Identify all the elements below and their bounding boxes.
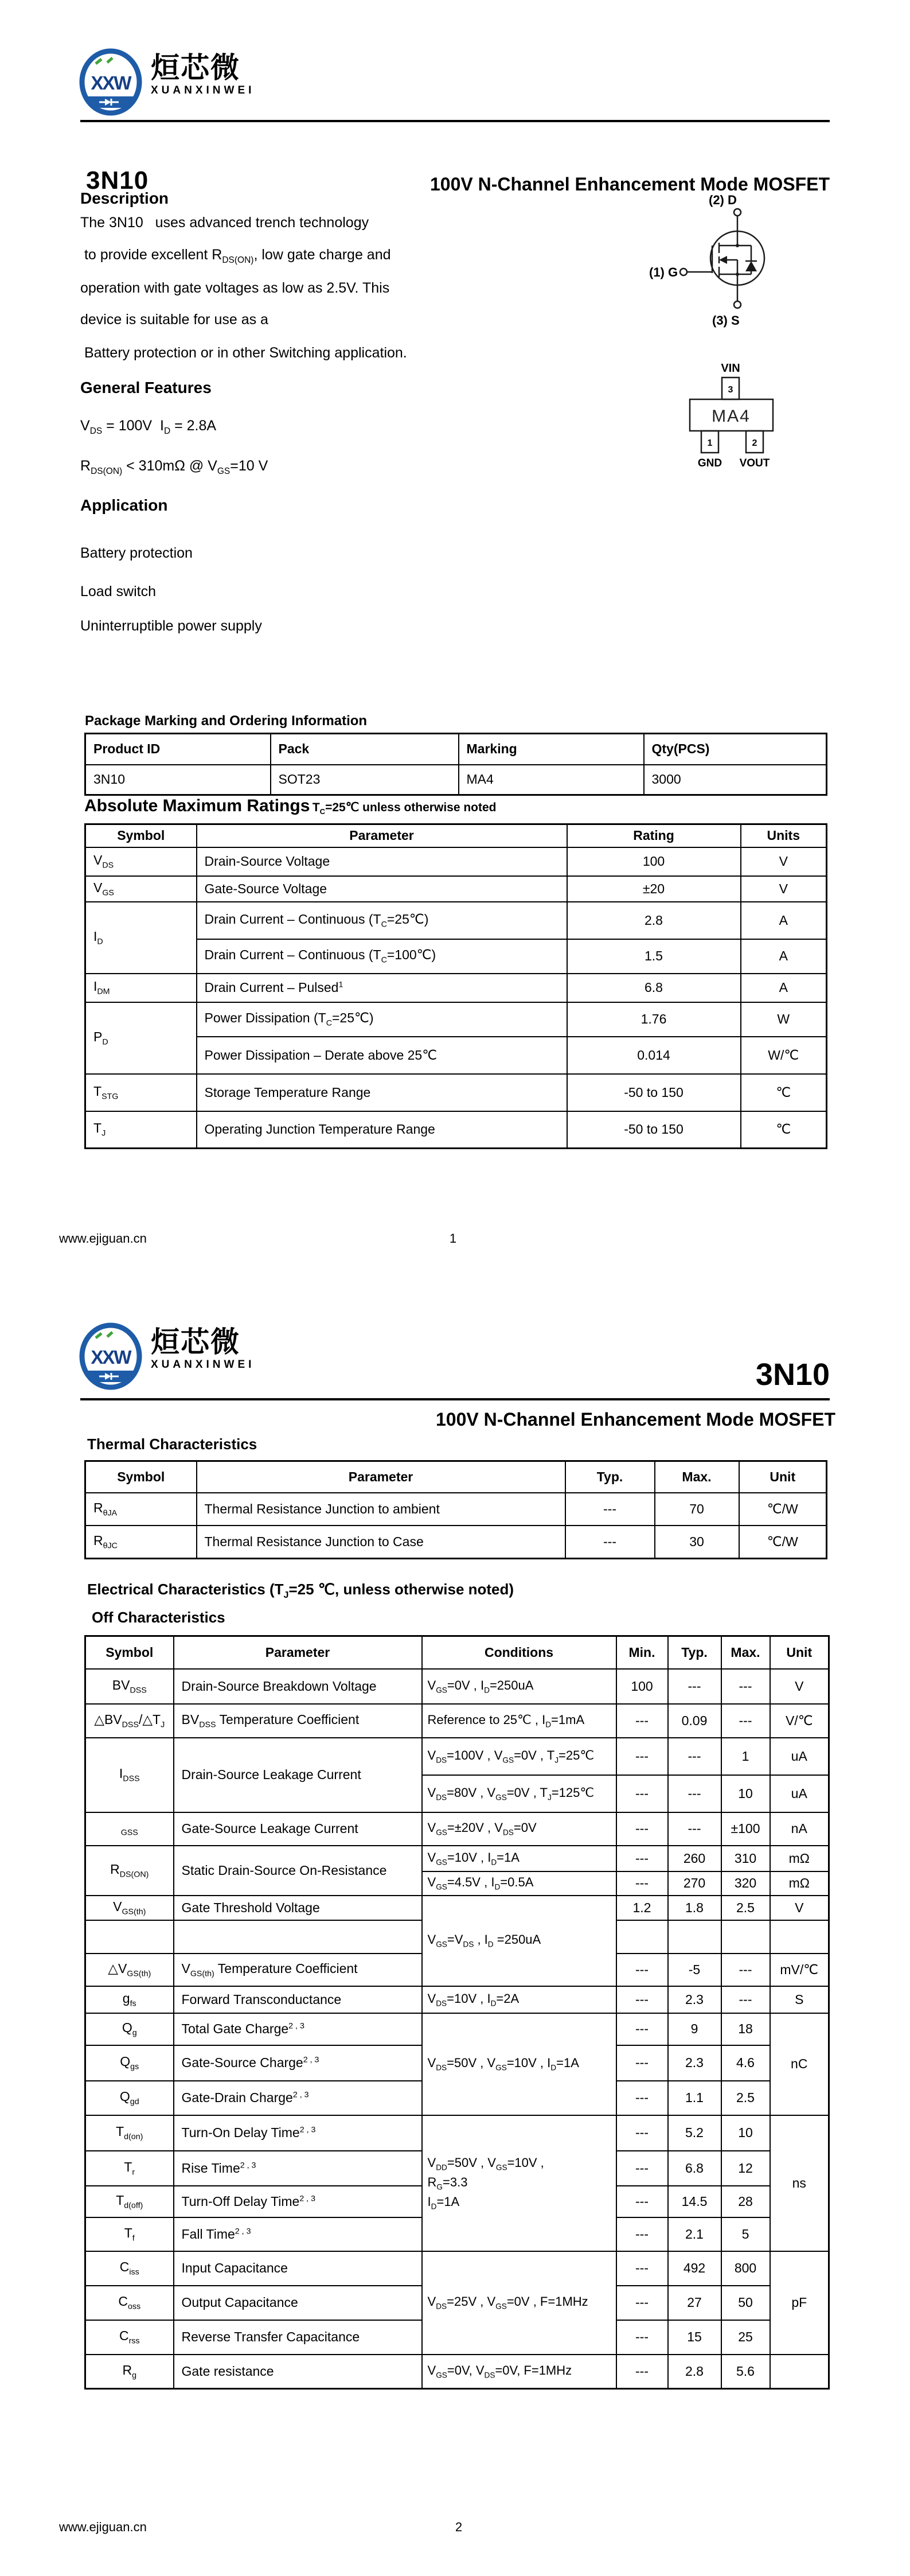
pin1-number: 1 [707,438,713,448]
cell: 270 [668,1871,721,1896]
description-line: device is suitable for use as a [80,312,268,328]
cell: ℃/W [739,1526,827,1559]
cell: 3000 [644,765,827,795]
cell: 30 [655,1526,739,1559]
header-rule [80,1398,830,1400]
gnd-label: GND [697,457,722,469]
cell: Forward Transconductance [174,1986,422,2013]
thermal-table [84,1460,827,1559]
cell: 1.5 [567,939,741,974]
thermal-table-grid [84,1460,827,1559]
drain-pin-label: (2) D [709,193,737,207]
cell: V [770,1896,829,1920]
cell: ±100 [721,1812,770,1846]
cell [668,1920,721,1954]
cell: 100 [567,847,741,876]
cell: V [770,1669,829,1704]
cell: Thermal Resistance Junction to ambient [197,1493,565,1526]
cell: --- [616,1846,668,1871]
cell: --- [565,1493,655,1526]
brand-logo-icon [79,1322,143,1392]
cell: W [741,1002,827,1037]
cell: 1.8 [668,1896,721,1920]
cell: $Q_{gd}$ [85,2081,174,2115]
cell: Input Capacitance [174,2251,422,2286]
cell: $R_g$ [85,2355,174,2389]
cell: S [770,1986,829,2013]
cell: 1.1 [668,2081,721,2115]
cell: nA [770,1812,829,1846]
cell: $V_{DS}=10V$ , $I_D=2A$ [422,1986,616,2013]
cell: 25 [721,2320,770,2355]
cell: 10 [721,2115,770,2151]
header-cell: Unit [739,1461,827,1493]
header-cell: Max. [721,1636,770,1669]
ordering-table [84,733,827,796]
cell: $V_{GS}=0V$ , $I_D=250uA$ [422,1669,616,1704]
cell: $BV_{DSS}$ [85,1669,174,1704]
cell: 2.3 [668,2045,721,2081]
cell: Gate Threshold Voltage [174,1896,422,1920]
cell: $T_{d(on)}$ [85,2115,174,2151]
cell: --- [616,2217,668,2251]
off-characteristics-heading: Off Characteristics [92,1609,225,1626]
brand-name-cn: 烜芯微 [151,1326,240,1358]
cell: $V_{GS}=0V$, $V_{DS}=0V$, F=1MHz [422,2355,616,2389]
header-cell: Units [741,824,827,847]
cell: ℃ [741,1111,827,1149]
cell: Gate-Source Charge$^{2 , 3}$ [174,2045,422,2081]
abs-max-heading [84,796,497,816]
cell: --- [565,1526,655,1559]
cell: 14.5 [668,2186,721,2217]
description-line: Battery protection or in other Switching application. [80,345,407,361]
general-feature-line: $R_{DS(ON)} < 310m\Omega$ @ $V_{GS}=10$ V [80,458,268,476]
cell [85,1920,174,1954]
package-marking-text: MA4 [712,407,751,426]
cell: $V_{GS}=10V$ , $I_D=1A$ [422,1846,616,1871]
page-title-part-number: 3N10 [86,166,149,194]
cell: A [741,974,827,1002]
cell: Gate-Source Voltage [197,876,567,902]
electrical-heading: Electrical Characteristics ($T_J=25$ ℃, unless otherwise noted) [87,1581,514,1601]
cell: Power Dissipation – Derate above 25℃ [197,1037,567,1074]
cell: $BV_{DSS}$ Temperature Coefficient [174,1704,422,1738]
cell: 70 [655,1493,739,1526]
cell: --- [616,2286,668,2320]
cell: GSS [85,1812,174,1846]
general-features-heading: General Features [80,379,212,396]
cell: 9 [668,2013,721,2045]
cell: 5 [721,2217,770,2251]
application-heading: Application [80,496,168,514]
cell: 0.014 [567,1037,741,1074]
cell: $C_{rss}$ [85,2320,174,2355]
abs-max-table-grid [84,823,827,1149]
cell: --- [616,1954,668,1986]
abs-max-title: Absolute Maximum Ratings [84,796,310,815]
cell: Storage Temperature Range [197,1074,567,1111]
description-line: operation with gate voltages as low as 2.5V. This [80,280,390,296]
cell: --- [721,1704,770,1738]
cell: 2.8 [668,2355,721,2389]
cell: $V_{DS}=100V$ , $V_{GS}=0V$ , $T_J=25℃$ [422,1738,616,1775]
cell: 320 [721,1871,770,1896]
gate-pin-label: (1) G [649,265,678,279]
header-cell: Symbol [85,1461,197,1493]
cell: 18 [721,2013,770,2045]
cell: 2.5 [721,1896,770,1920]
abs-max-table [84,823,827,1149]
ordering-table-grid [84,733,827,796]
cell: uA [770,1738,829,1775]
cell: --- [616,1704,668,1738]
brand-name-cn: 烜芯微 [151,52,240,84]
cell: $V_{GS}=V_{DS}$ , $I_D =250uA$ [422,1896,616,1986]
cell: $g_{fs}$ [85,1986,174,2013]
cell: $V_{DS}$ [85,847,197,876]
footer-site: www.ejiguan.cn [59,2520,147,2534]
cell: ns [770,2115,829,2251]
cell: $R_{\theta JA}$ [85,1493,197,1526]
cell: Reverse Transfer Capacitance [174,2320,422,2355]
cell: 260 [668,1846,721,1871]
header-cell: Parameter [197,1461,565,1493]
brand-name-en: XUANXINWEI [151,84,255,96]
application-item: Load switch [80,583,157,600]
cell: --- [616,2186,668,2217]
cell: 1.2 [616,1896,668,1920]
cell [770,2355,829,2389]
cell: Operating Junction Temperature Range [197,1111,567,1149]
header-cell: Pack [271,734,459,765]
package-pinout-diagram [679,360,786,474]
header-cell: Parameter [197,824,567,847]
cell: Drain Current – Continuous $(T_C=25℃)$ [197,902,567,939]
cell: Total Gate Charge$^{2 , 3}$ [174,2013,422,2045]
cell: ±20 [567,876,741,902]
cell: Power Dissipation $(T_C=25℃)$ [197,1002,567,1037]
cell: $Q_g$ [85,2013,174,2045]
cell: --- [721,1669,770,1704]
cell: $T_{d(off)}$ [85,2186,174,2217]
cell: Turn-Off Delay Time$^{2 , 3}$ [174,2186,422,2217]
cell: --- [616,1775,668,1812]
brand-logo-icon [79,48,143,118]
cell: --- [616,2151,668,2186]
cell: A [741,902,827,939]
cell: V/℃ [770,1704,829,1738]
cell: 100 [616,1669,668,1704]
cell: Output Capacitance [174,2286,422,2320]
cell: $\triangle V_{GS(th)}$ [85,1954,174,1986]
header-cell: Min. [616,1636,668,1669]
brand-logo [79,48,255,118]
header-cell: Parameter [174,1636,422,1669]
cell: Gate-Drain Charge$^{2 , 3}$ [174,2081,422,2115]
electrical-table-grid [84,1635,830,2390]
cell: $I_{DM}$ [85,974,197,1002]
header-cell: Qty(PCS) [644,734,827,765]
abs-max-note: $T_C=25℃$ unless otherwise noted [312,801,497,816]
ordering-info-title: Package Marking and Ordering Information [85,713,368,729]
cell: Turn-On Delay Time$^{2 , 3}$ [174,2115,422,2151]
cell: $T_{STG}$ [85,1074,197,1111]
cell: Drain-Source Breakdown Voltage [174,1669,422,1704]
vout-label: VOUT [739,457,770,469]
cell: 2.1 [668,2217,721,2251]
header-cell: Rating [567,824,741,847]
cell: 27 [668,2286,721,2320]
cell: 0.09 [668,1704,721,1738]
source-pin-label: (3) S [712,313,740,328]
cell: $Q_{gs}$ [85,2045,174,2081]
cell: --- [616,2251,668,2286]
application-item: Battery protection [80,545,193,561]
cell: Static Drain-Source On-Resistance [174,1846,422,1896]
cell: mV/℃ [770,1954,829,1986]
footer-site: www.ejiguan.cn [59,1231,147,1246]
cell: --- [668,1738,721,1775]
header-rule [80,120,830,122]
cell: 2.8 [567,902,741,939]
cell: $V_{DS}=80V$ , $V_{GS}=0V$ , $T_J=125℃$ [422,1775,616,1812]
cell: 1.76 [567,1002,741,1037]
cell: W/℃ [741,1037,827,1074]
cell: --- [616,2320,668,2355]
cell: 4.6 [721,2045,770,2081]
cell: MA4 [459,765,644,795]
cell: -5 [668,1954,721,1986]
cell: Drain-Source Voltage [197,847,567,876]
cell: --- [616,1738,668,1775]
cell: 3N10 [85,765,271,795]
cell: Drain Current – Pulsed$^1$ [197,974,567,1002]
cell: uA [770,1775,829,1812]
footer-page-number: 2 [455,2520,463,2534]
header-cell: Conditions [422,1636,616,1669]
cell: ℃/W [739,1493,827,1526]
cell: $V_{GS(th)}$ [85,1896,174,1920]
cell: $R_{\theta JC}$ [85,1526,197,1559]
application-item: Uninterruptible power supply [80,618,262,634]
cell: Gate resistance [174,2355,422,2389]
cell: --- [616,2013,668,2045]
cell: 28 [721,2186,770,2217]
cell: Gate-Source Leakage Current [174,1812,422,1846]
cell: 5.6 [721,2355,770,2389]
cell: nC [770,2013,829,2115]
cell [770,1920,829,1954]
header-cell: Typ. [668,1636,721,1669]
cell: -50 to 150 [567,1111,741,1149]
general-feature-line: $V_{DS} = 100V$ $I_D = 2.8A$ [80,418,217,436]
header-cell: Product ID [85,734,271,765]
footer-page-number: 1 [449,1231,457,1246]
cell: -50 to 150 [567,1074,741,1111]
cell: --- [668,1669,721,1704]
cell: $C_{iss}$ [85,2251,174,2286]
cell: Fall Time$^{2 , 3}$ [174,2217,422,2251]
cell: --- [721,1986,770,2013]
cell: 5.2 [668,2115,721,2151]
cell: Reference to 25℃ , $I_D=1mA$ [422,1704,616,1738]
cell: --- [668,1775,721,1812]
cell: Drain Current – Continuous $(T_C=100℃)$ [197,939,567,974]
header-cell: Symbol [85,1636,174,1669]
cell: $I_{DSS}$ [85,1738,174,1812]
page-subtitle: 100V N-Channel Enhancement Mode MOSFET [436,1409,835,1430]
page-subtitle: 100V N-Channel Enhancement Mode MOSFET [430,174,830,194]
cell: 10 [721,1775,770,1812]
cell: 6.8 [668,2151,721,2186]
cell [616,1920,668,1954]
cell: 6.8 [567,974,741,1002]
cell: --- [668,1812,721,1846]
brand-logo [79,1322,255,1392]
cell: --- [616,2355,668,2389]
cell: 50 [721,2286,770,2320]
cell: --- [616,1986,668,2013]
cell: A [741,939,827,974]
description-line: The 3N10 uses advanced trench technology [80,215,369,231]
cell: mΩ [770,1871,829,1896]
cell: $R_{DS(ON)}$ [85,1846,174,1896]
cell: --- [616,1871,668,1896]
cell: $V_{GS}=\pm 20V$ , $V_{DS}=0V$ [422,1812,616,1846]
cell: $V_{DS}=50V$ , $V_{GS}=10V$ , $I_D=1A$ [422,2013,616,2115]
cell: 12 [721,2151,770,2186]
header-cell: Max. [655,1461,739,1493]
thermal-heading: Thermal Characteristics [87,1435,257,1453]
brand-letters: XXW [91,72,131,94]
cell: Drain-Source Leakage Current [174,1738,422,1812]
cell: 1 [721,1738,770,1775]
cell: 2.3 [668,1986,721,2013]
cell: Rise Time$^{2 , 3}$ [174,2151,422,2186]
pin2-number: 2 [752,438,757,448]
cell [721,1920,770,1954]
cell: $I_D$ [85,902,197,974]
cell: V [741,876,827,902]
cell: --- [721,1954,770,1986]
cell: $T_r$ [85,2151,174,2186]
header-cell: Typ. [565,1461,655,1493]
cell: ℃ [741,1074,827,1111]
header-cell: Marking [459,734,644,765]
cell: $V_{DD}=50V$ , $V_{GS}=10V$ , $R_G=3.3$ $I_D=1A$ [422,2115,616,2251]
page-title-part-number: 3N10 [755,1357,830,1392]
cell: $V_{GS}$ [85,876,197,902]
cell: $V_{DS}=25V$ , $V_{GS}=0V$ , F=1MHz [422,2251,616,2355]
electrical-table [84,1635,830,2390]
cell: --- [616,1812,668,1846]
cell: mΩ [770,1846,829,1871]
cell: $C_{oss}$ [85,2286,174,2320]
cell: pF [770,2251,829,2355]
description-line: to provide excellent $R_{DS(ON)}$, low gate charge and [80,247,391,265]
cell: V [741,847,827,876]
cell: 800 [721,2251,770,2286]
header-cell: Unit [770,1636,829,1669]
cell: 15 [668,2320,721,2355]
cell: 310 [721,1846,770,1871]
brand-letters: XXW [91,1347,131,1368]
header-cell: Symbol [85,824,197,847]
brand-name-en: XUANXINWEI [151,1358,255,1371]
cell: $T_J$ [85,1111,197,1149]
cell: 2.5 [721,2081,770,2115]
pin3-number: 3 [728,385,733,395]
cell: 492 [668,2251,721,2286]
cell: $T_f$ [85,2217,174,2251]
cell: --- [616,2045,668,2081]
cell: $P_D$ [85,1002,197,1074]
vin-label: VIN [721,362,740,375]
mosfet-symbol-diagram [648,189,820,333]
cell: SOT23 [271,765,459,795]
cell: --- [616,2115,668,2151]
cell: $V_{GS(th)}$ Temperature Coefficient [174,1954,422,1986]
description-heading: Description [80,189,169,207]
cell: $\triangle BV_{DSS}/\triangle T_J$ [85,1704,174,1738]
cell [174,1920,422,1954]
cell: $V_{GS}=4.5V$ , $I_D=0.5A$ [422,1871,616,1896]
cell: --- [616,2081,668,2115]
cell: Thermal Resistance Junction to Case [197,1526,565,1559]
